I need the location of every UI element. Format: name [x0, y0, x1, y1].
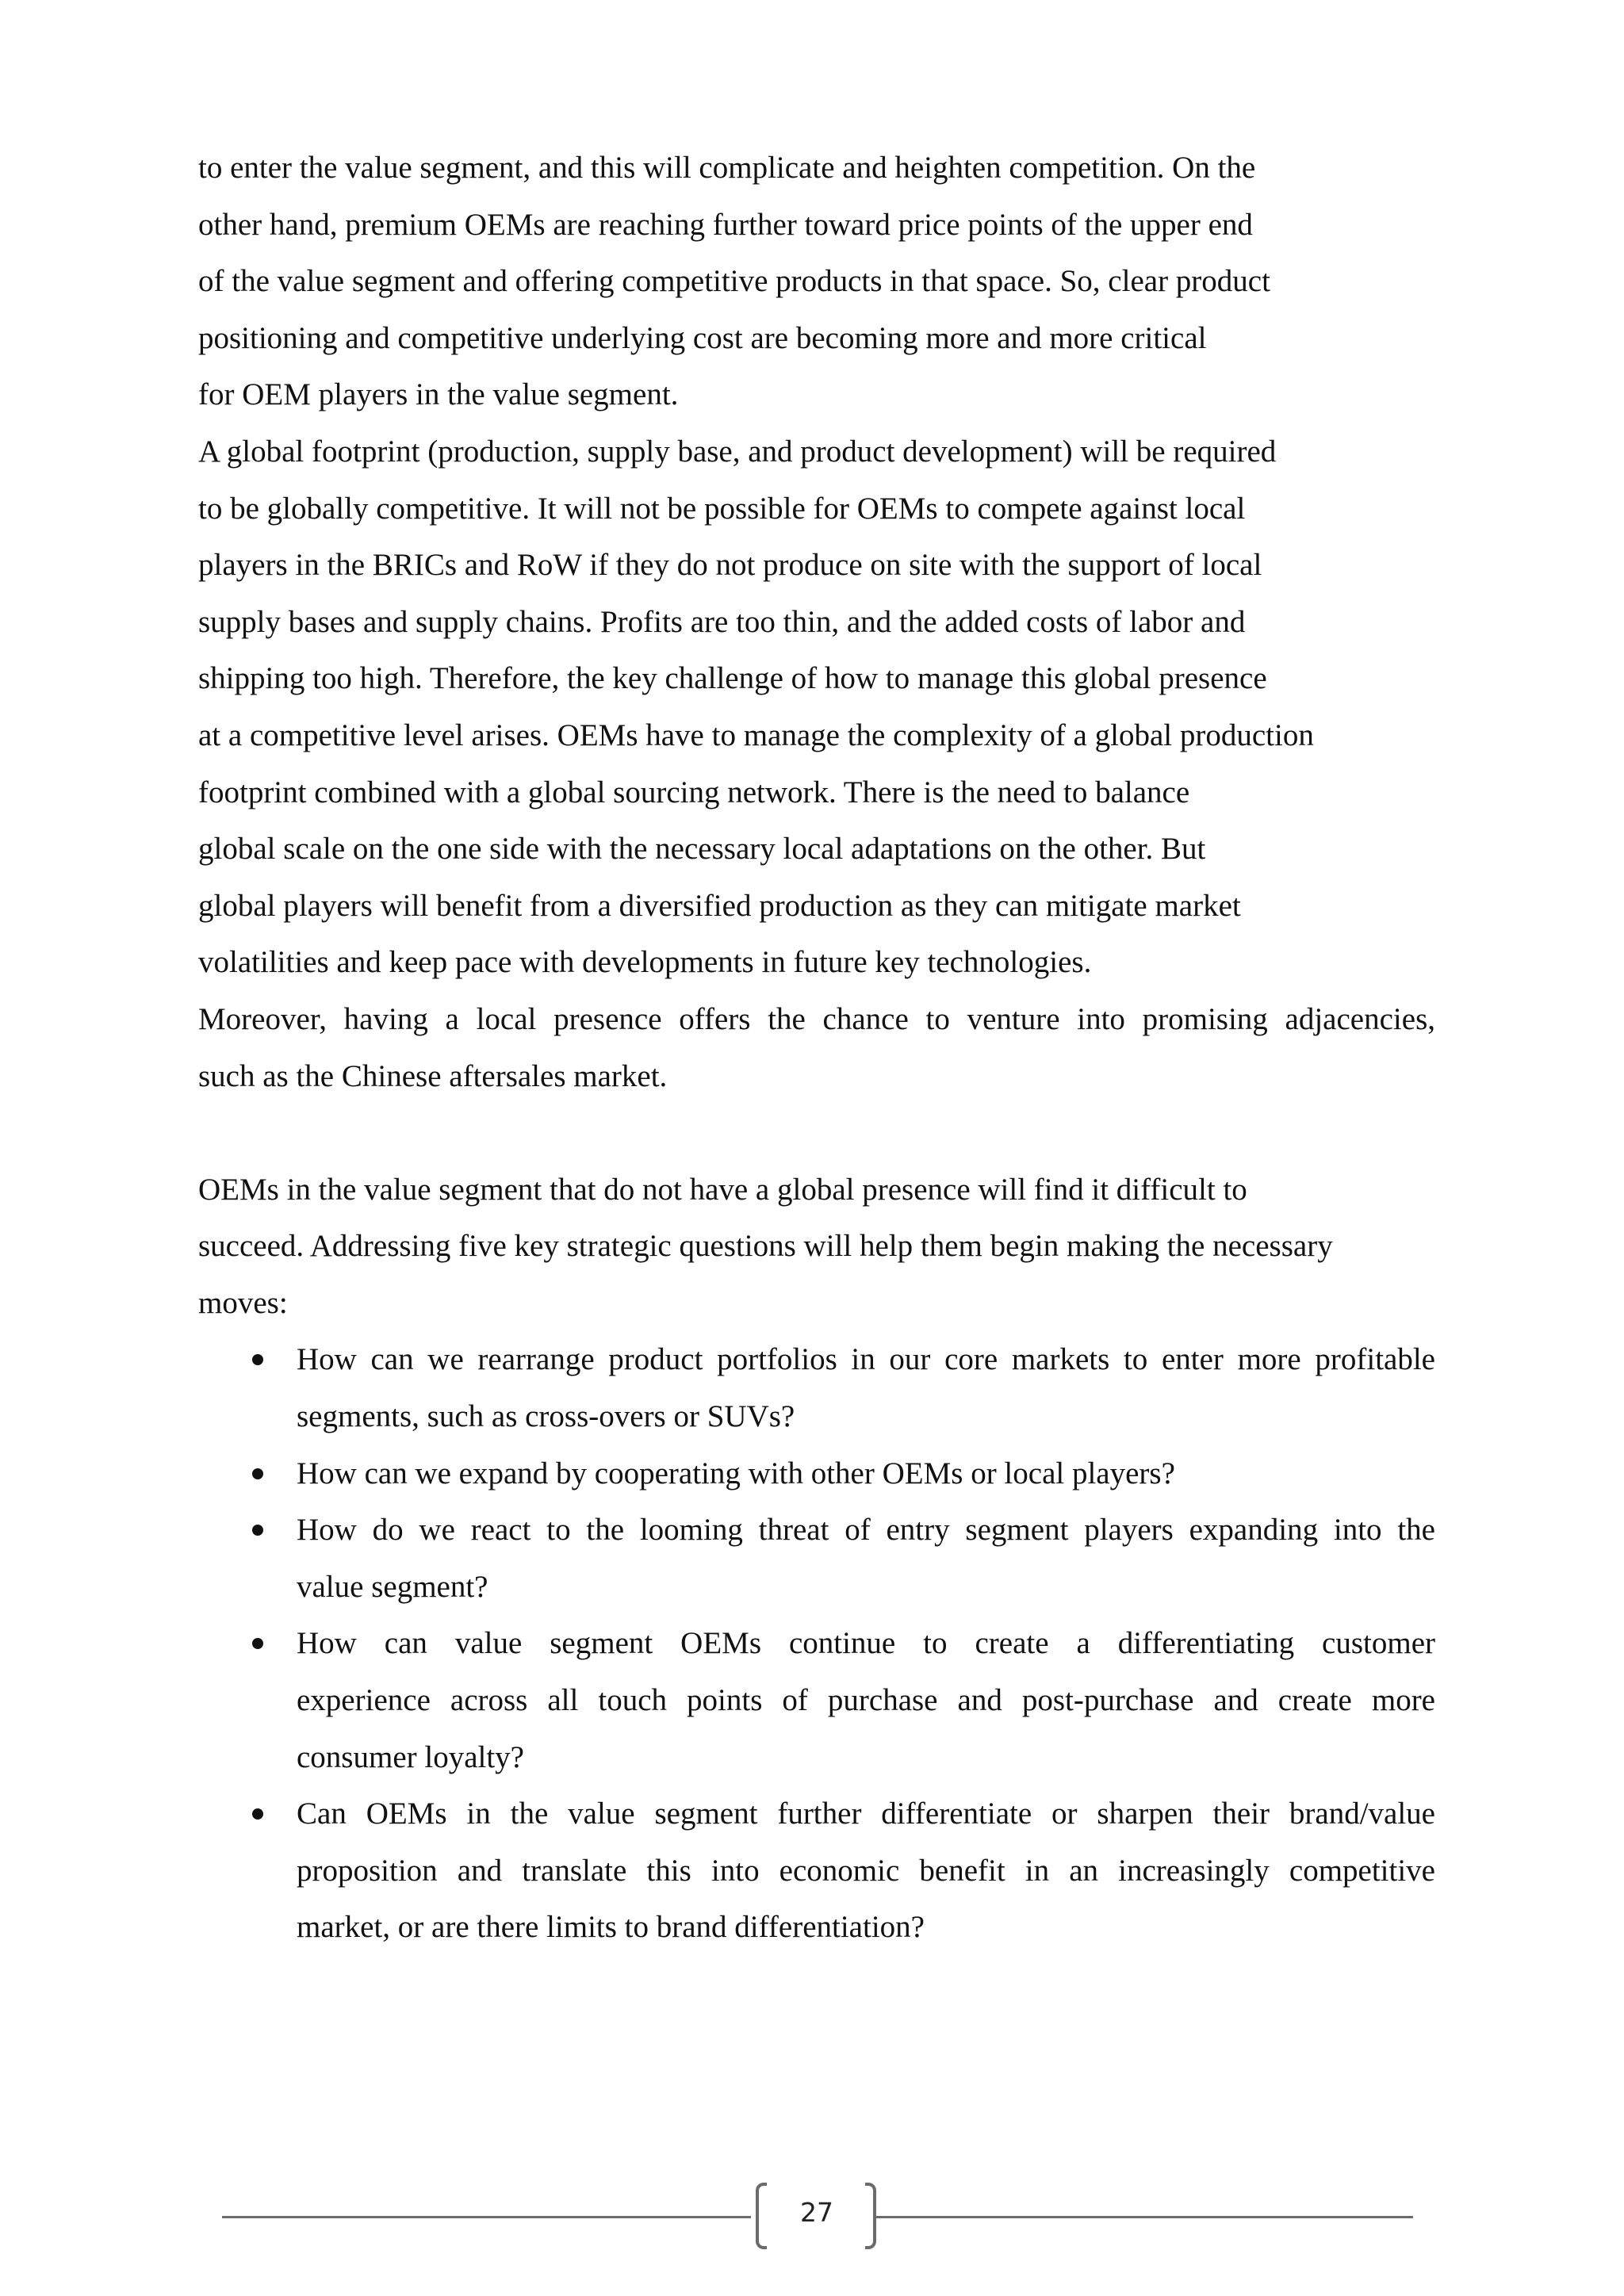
text-line: volatilities and keep pace with developments in future key technologies. [198, 945, 1092, 980]
text-line: for OEM players in the value segment. [198, 377, 679, 412]
text-line: global players will benefit from a diversified production as they can mitigate market [198, 888, 1241, 923]
text-line: global scale on the one side with the necessary local adaptations on the other. But [198, 832, 1206, 867]
bullet-icon [252, 1354, 263, 1365]
text-line: at a competitive level arises. OEMs have to manage the complexity of a global production [198, 718, 1314, 752]
text-line: shipping too high. Therefore, the key challenge of how to manage this global presence [198, 661, 1267, 696]
text-line: moves: [198, 1285, 288, 1320]
list-item-entry-threat-question [198, 1502, 1435, 1615]
text-line: How can we rearrange product portfolios in our core markets to enter more profitable [297, 1342, 1435, 1377]
bullet-icon [252, 1468, 263, 1479]
list-item-customer-experience-question [198, 1615, 1435, 1785]
text-line: such as the Chinese aftersales market. [198, 1058, 668, 1093]
text-line: experience across all touch points of purchase and post-purchase and create more [297, 1683, 1435, 1718]
paragraph-strategic-questions-intro [198, 1161, 1435, 1332]
text-line: to be globally competitive. It will not be possible for OEMs to compete against local [198, 491, 1246, 526]
bullet-icon [252, 1638, 263, 1649]
text-line: Can OEMs in the value segment further differentiate or sharpen their brand/value [297, 1797, 1435, 1831]
text-line: to enter the value segment, and this will complicate and heighten competition. On the [198, 151, 1256, 185]
page-body [198, 140, 1435, 1956]
paragraph-spacer [198, 1104, 1435, 1161]
page-number: 27 [800, 2197, 833, 2228]
text-line: OEMs in the value segment that do not have a global presence will find it difficult to [198, 1172, 1247, 1207]
list-item-portfolio-question [198, 1331, 1435, 1445]
paragraph-global-footprint [198, 423, 1435, 991]
text-line: segments, such as cross-overs or SUVs? [297, 1399, 795, 1434]
text-line: of the value segment and offering competitive products in that space. So, clear product [198, 264, 1270, 299]
list-item-brand-differentiation-question [198, 1785, 1435, 1956]
text-line: How can we expand by cooperating with other OEMs or local players? [297, 1456, 1175, 1490]
paragraph-value-segment-competition [198, 140, 1435, 423]
text-line: consumer loyalty? [297, 1739, 524, 1774]
text-line: proposition and translate this into economic benefit in an increasingly competitive [297, 1853, 1435, 1888]
text-line: value segment? [297, 1569, 488, 1604]
list-item-cooperation-question [198, 1445, 1435, 1502]
bullet-icon [252, 1808, 263, 1820]
right-brace-icon [865, 2183, 876, 2249]
text-line: other hand, premium OEMs are reaching further toward price points of the upper end [198, 207, 1253, 242]
text-line: How do we react to the looming threat of entry segment players expanding into the [297, 1513, 1435, 1548]
left-brace-icon [756, 2183, 767, 2249]
text-line: market, or are there limits to brand differentiation? [297, 1910, 925, 1945]
paragraph-local-presence [198, 991, 1435, 1104]
text-line: supply bases and supply chains. Profits are too thin, and the added costs of labor and [198, 604, 1246, 639]
strategic-questions-list [198, 1331, 1435, 1956]
text-line: positioning and competitive underlying cost are becoming more and more critical [198, 320, 1207, 355]
text-line: succeed. Addressing five key strategic questions will help them begin making the necessary [198, 1229, 1333, 1264]
bullet-icon [252, 1525, 263, 1536]
text-line: footprint combined with a global sourcing network. There is the need to balance [198, 775, 1190, 809]
text-line: How can value segment OEMs continue to create a differentiating customer [297, 1626, 1435, 1661]
footer-rule-right [876, 2216, 1413, 2218]
text-line: A global footprint (production, supply base, and product development) will be required [198, 434, 1277, 469]
text-line: players in the BRICs and RoW if they do not produce on site with the support of local [198, 548, 1262, 583]
text-line: Moreover, having a local presence offers the chance to venture into promising adjacencies, [198, 1001, 1435, 1036]
footer-rule-left [222, 2216, 751, 2218]
